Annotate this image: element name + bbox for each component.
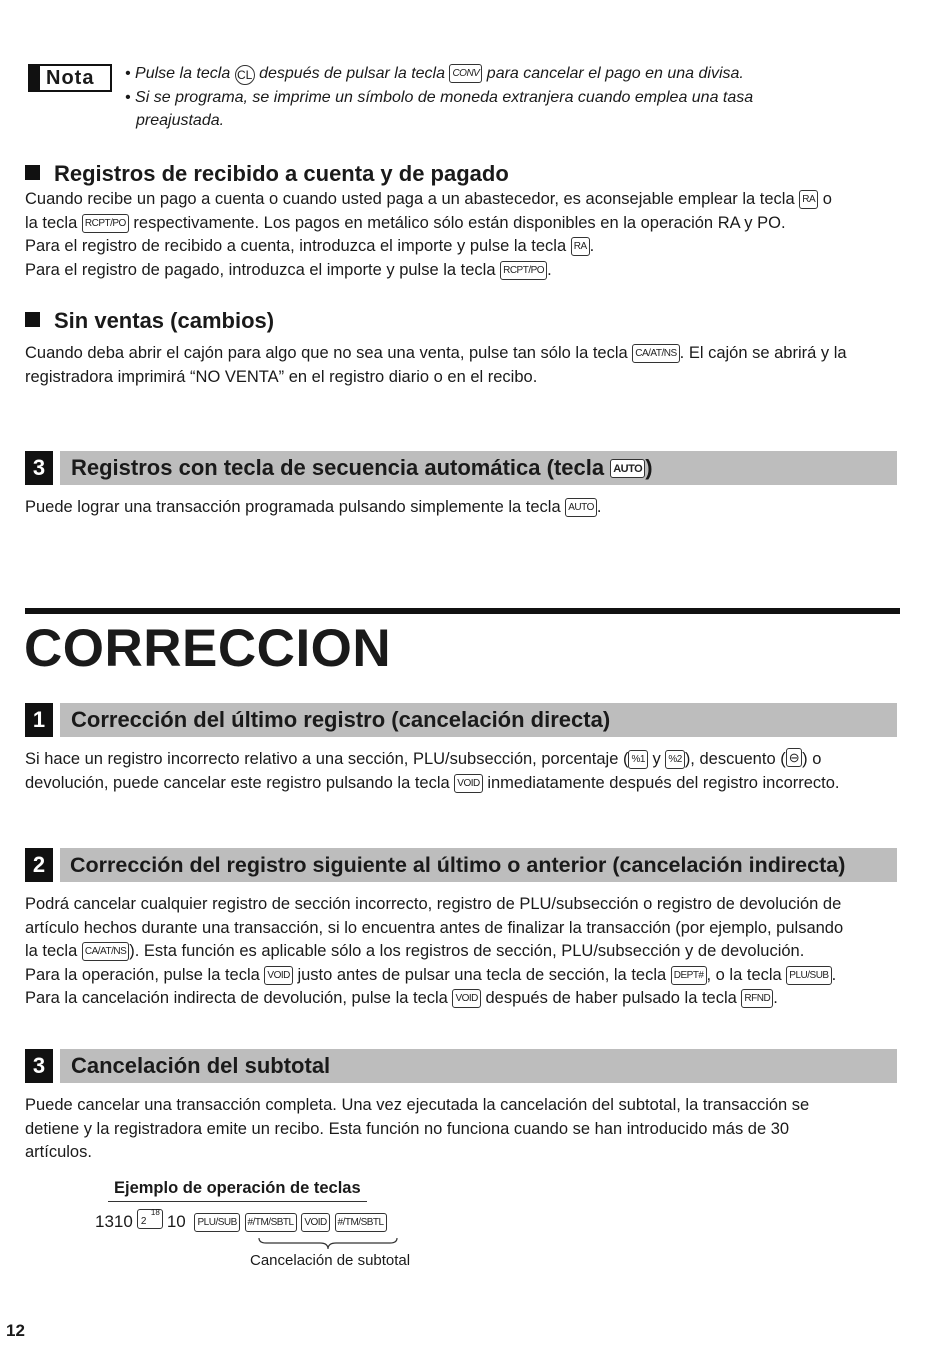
minus-key-icon: ⊖ — [786, 748, 802, 767]
example-qty: 10 — [166, 1212, 186, 1231]
conv-key-icon: CONV — [449, 64, 482, 83]
brace-icon — [258, 1237, 398, 1251]
tm-sbtl-key-icon: #/TM/SBTL — [245, 1213, 297, 1232]
plu-sub-key-icon: PLU/SUB — [786, 966, 831, 985]
section-direct-body: Si hace un registro incorrecto relativo a una sección, PLU/subsección, porcentaje ( %1 y %2 ), descuento ( ⊖ ) o devolución, puede cancelar este registro pulsando la tecla VOID inmediatamente después del registro incorrecto. — [25, 750, 840, 792]
section-indirect-body: Podrá cancelar cualquier registro de sección incorrecto, registro de PLU/subsección o registro de devolución de artículo hechos durante una transacción, si lo encuentra antes de finalizar la transacción (por ejemplo, pulsando la tecla CA/AT/NS ). Esta función es aplicable sólo a los registros de sección, PLU/subsección y de devolución. Para la operación, pulse la tecla VOID justo antes de pulsar una tecla de sección, la tecla DEPT# , o la tecla PLU/SUB . Para la cancelación indirecta de devolución, pulse la tecla VOID después de haber pulsado la tecla RFND . — [25, 895, 844, 1007]
section-heading-nosale: Sin ventas (cambios) — [25, 308, 274, 334]
section-auto-body: Puede lograr una transacción programada pulsando simplemente la tecla AUTO . — [25, 498, 602, 516]
section-title: Cancelación del subtotal — [60, 1049, 897, 1083]
section-heading-indirect — [25, 848, 897, 882]
section-subtotal-body: Puede cancelar una transacción completa. Una vez ejecutada la cancelación del subtotal, la transacción se detiene y la registradora emite un recibo. Esta función no funciona cuando se han introducido más de 30 artículos. — [25, 1096, 810, 1161]
divider-rule — [25, 608, 900, 614]
department-key-icon: 2 18 — [137, 1209, 163, 1229]
ra-key-icon: RA — [799, 190, 818, 209]
section-title: Corrección del registro siguiente al último o anterior (cancelación indirecta) — [60, 848, 897, 882]
ra-key-icon: RA — [571, 237, 590, 256]
brace-label: Cancelación de subtotal — [250, 1252, 411, 1269]
void-key-icon: VOID — [454, 774, 482, 793]
plu-sub-key-icon: PLU/SUB — [194, 1213, 239, 1232]
square-bullet-icon — [25, 312, 40, 327]
section-number: 2 — [25, 848, 53, 882]
section-heading-direct — [25, 703, 897, 737]
section-number: 3 — [25, 1049, 53, 1083]
void-key-icon: VOID — [264, 966, 292, 985]
dept-key-icon: DEPT# — [671, 966, 707, 985]
void-key-icon: VOID — [452, 989, 480, 1008]
tm-sbtl-key-icon: #/TM/SBTL — [335, 1213, 387, 1232]
nota-label: Nota — [28, 64, 112, 92]
section-nosale-body: Cuando deba abrir el cajón para algo que no sea una venta, pulse tan sólo la tecla CA/AT/NS . El cajón se abrirá y la registradora imprimirá “NO VENTA” en el registro diario o en el recibo. — [25, 344, 847, 386]
auto-key-icon: AUTO — [610, 459, 645, 478]
page-number: 12 — [6, 1321, 25, 1340]
section-heading-ra: Registros de recibido a cuenta y de pagado — [25, 161, 509, 187]
section-number: 3 — [25, 451, 53, 485]
percent2-key-icon: %2 — [665, 750, 684, 769]
section-heading-auto — [25, 451, 897, 485]
rcpt-po-key-icon: RCPT/PO — [500, 261, 547, 280]
ca-at-ns-key-icon: CA/AT/NS — [632, 344, 679, 363]
percent1-key-icon: %1 — [628, 750, 647, 769]
example-title: Ejemplo de operación de teclas — [108, 1179, 367, 1202]
chapter-title: CORRECCION — [24, 619, 392, 678]
nota-text: • Pulse la tecla CL después de pulsar la tecla CONV para cancelar el pago en una divisa. • Si se programa, se imprime un símbolo de moneda extranjera cuando emplea una tasa preajustada. — [125, 65, 754, 129]
rfnd-key-icon: RFND — [741, 989, 773, 1008]
auto-key-icon: AUTO — [565, 498, 597, 517]
section-title: Registros con tecla de secuencia automática (tecla AUTO ) — [60, 451, 897, 485]
section-number: 1 — [25, 703, 53, 737]
example-key-sequence — [95, 1209, 387, 1232]
section-title: Corrección del último registro (cancelación directa) — [60, 703, 897, 737]
square-bullet-icon — [25, 165, 40, 180]
cl-key-icon: CL — [235, 65, 255, 85]
section-heading-subtotal — [25, 1049, 897, 1083]
rcpt-po-key-icon: RCPT/PO — [82, 214, 129, 233]
section-ra-body: Cuando recibe un pago a cuenta o cuando usted paga a un abastecedor, es aconsejable emplear la tecla RA o la tecla RCPT/PO respectivamente. Los pagos en metálico sólo están disponibles en la operación RA y PO. Para el registro de recibido a cuenta, introduzca el importe y pulse la tecla RA . Para el registro de pagado, introduzca el importe y pulse la tecla RCPT/PO . — [25, 190, 832, 279]
ca-at-ns-key-icon: CA/AT/NS — [82, 942, 129, 961]
void-key-icon: VOID — [301, 1213, 329, 1232]
example-amount: 1310 — [95, 1212, 133, 1231]
